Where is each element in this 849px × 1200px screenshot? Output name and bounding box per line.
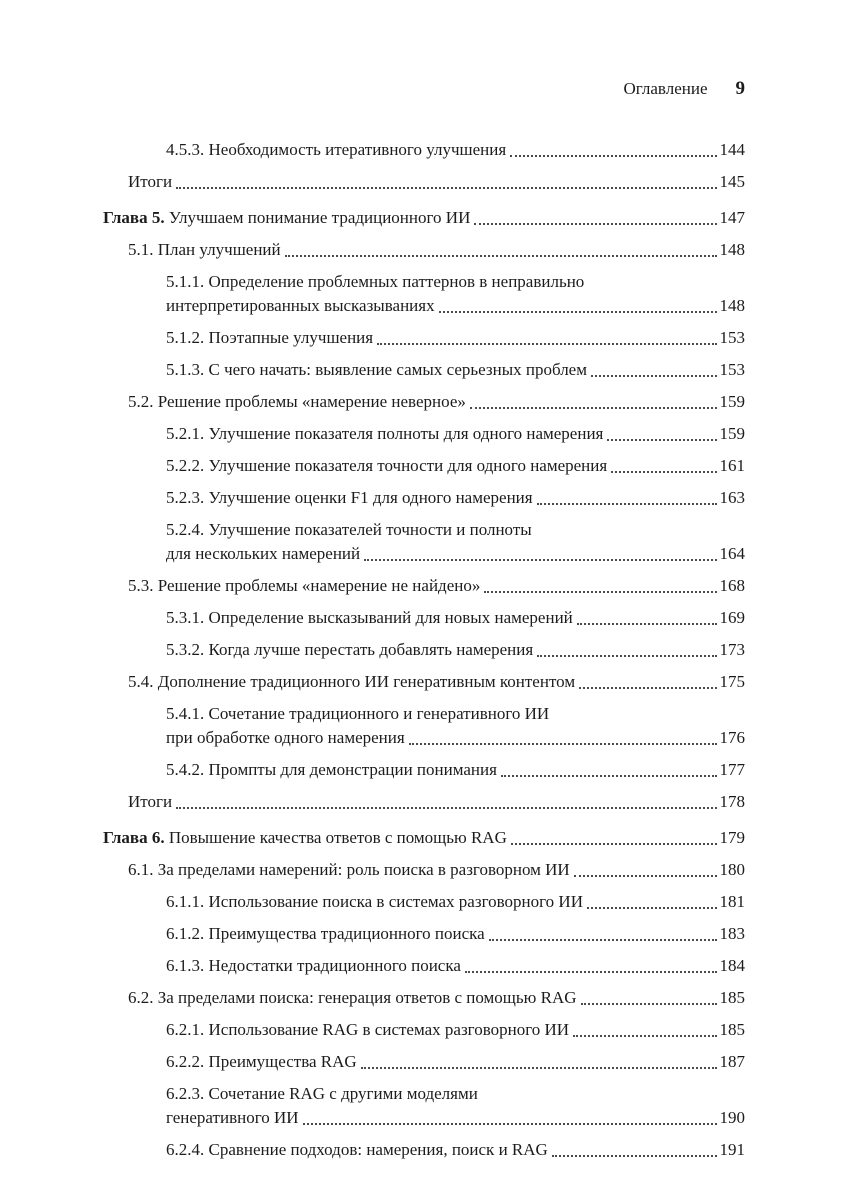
toc-entry-wrap-line: [166, 518, 745, 542]
toc-entry-title: 6.1. За пределами намерений: роль поиска в разговорном ИИ: [128, 860, 570, 879]
toc-entry-line: [166, 1018, 745, 1042]
toc-entry-line: [166, 638, 745, 662]
dot-leader: [484, 591, 716, 593]
toc-entries: [103, 138, 745, 1162]
toc-entry-title: 5.1.1. Определение проблемных паттернов в неправильно: [166, 272, 585, 291]
toc-entry: [103, 826, 745, 850]
toc-entry-title: при обработке одного намерения: [166, 728, 405, 747]
toc-entry-title: 6.2.3. Сочетание RAG с другими моделями: [166, 1084, 478, 1103]
dot-leader: [377, 343, 716, 345]
dot-leader: [552, 1155, 717, 1157]
toc-entry-title: 6.2.4. Сравнение подходов: намерения, поиск и RAG: [166, 1140, 548, 1159]
toc-page-number: 145: [719, 172, 745, 191]
toc-entry-line: [166, 1106, 745, 1130]
toc-entry-line: [166, 422, 745, 446]
toc-entry-title: Итоги: [128, 792, 173, 811]
toc-entry: [128, 858, 745, 882]
dot-leader: [537, 503, 717, 505]
toc-entry-title: 5.3.1. Определение высказываний для новых намерений: [166, 608, 573, 627]
toc-entry-line: [128, 574, 745, 598]
toc-entry-title: для нескольких намерений: [166, 544, 361, 563]
toc-page-number: 185: [719, 1020, 745, 1039]
toc-entry: [128, 986, 745, 1010]
toc-page-number: 169: [719, 608, 745, 627]
toc-entry: [166, 1082, 745, 1130]
toc-entry-line: [128, 170, 745, 194]
toc-entry: [166, 358, 745, 382]
toc-page-number: 184: [719, 956, 745, 975]
toc-entry: [166, 486, 745, 510]
toc-entry-line: [128, 986, 745, 1010]
dot-leader: [465, 971, 717, 973]
toc-page-number: 159: [719, 424, 745, 443]
toc-entry: [166, 138, 745, 162]
toc-page-number: 153: [719, 360, 745, 379]
dot-leader: [579, 687, 716, 689]
toc-page-number: 164: [719, 544, 745, 563]
toc-entry: [166, 702, 745, 750]
toc-page-number: 179: [719, 828, 745, 847]
toc-entry: [166, 270, 745, 318]
toc-page-number: 177: [719, 760, 745, 779]
toc-entry-title: 5.4.1. Сочетание традиционного и генеративного ИИ: [166, 704, 550, 723]
toc-entry: [166, 1018, 745, 1042]
dot-leader: [474, 223, 716, 225]
dot-leader: [591, 375, 717, 377]
dot-leader: [285, 255, 717, 257]
toc-entry-title: 5.1.3. С чего начать: выявление самых серьезных проблем: [166, 360, 587, 379]
toc-entry-line: [128, 238, 745, 262]
toc-entry-line: [128, 790, 745, 814]
toc-entry: [166, 606, 745, 630]
toc-entry-line: [166, 294, 745, 318]
toc-page-number: 168: [719, 576, 745, 595]
dot-leader: [511, 843, 717, 845]
toc-page-number: 148: [719, 296, 745, 315]
toc-entry: [166, 518, 745, 566]
toc-page-number: 180: [719, 860, 745, 879]
toc-page-number: 175: [719, 672, 745, 691]
toc-entry-wrap-line: [166, 270, 745, 294]
dot-leader: [409, 743, 717, 745]
toc-page-number: 159: [719, 392, 745, 411]
toc-entry-title: 5.3.2. Когда лучше перестать добавлять намерения: [166, 640, 534, 659]
dot-leader: [176, 187, 716, 189]
toc-entry-line: [166, 1138, 745, 1162]
toc-entry: [166, 1138, 745, 1162]
toc-entry-title: 5.1.2. Поэтапные улучшения: [166, 328, 374, 347]
toc-page-number: 144: [719, 140, 745, 159]
toc-entry-line: [166, 954, 745, 978]
toc-entry-title: 6.1.1. Использование поиска в системах разговорного ИИ: [166, 892, 583, 911]
running-head-title: Оглавление: [623, 79, 708, 98]
dot-leader: [470, 407, 717, 409]
toc-entry-line: [166, 542, 745, 566]
toc-page-number: 173: [719, 640, 745, 659]
toc-entry-title: Глава 6. Повышение качества ответов с помощью RAG: [103, 828, 507, 847]
toc-entry-title: 6.2. За пределами поиска: генерация ответов с помощью RAG: [128, 988, 577, 1007]
dot-leader: [587, 907, 717, 909]
toc-entry: [128, 390, 745, 414]
toc-entry-line: [128, 390, 745, 414]
dot-leader: [611, 471, 716, 473]
toc-entry-title: 5.2. Решение проблемы «намерение неверное»: [128, 392, 466, 411]
toc-page-number: 153: [719, 328, 745, 347]
toc-page-number: 176: [719, 728, 745, 747]
toc-entry-title: 6.2.2. Преимущества RAG: [166, 1052, 357, 1071]
toc-entry: [128, 170, 745, 194]
toc-entry-line: [103, 206, 745, 230]
toc-entry-title: 5.2.3. Улучшение оценки F1 для одного намерения: [166, 488, 533, 507]
toc-entry-title: Глава 5. Улучшаем понимание традиционного ИИ: [103, 208, 471, 227]
toc-entry-line: [166, 606, 745, 630]
toc-entry-title: интерпретированных высказываниях: [166, 296, 435, 315]
toc-chapter-prefix: Глава 6.: [103, 828, 169, 847]
toc-entry-title: 5.1. План улучшений: [128, 240, 281, 259]
toc-page-number: 183: [719, 924, 745, 943]
toc-entry-title: 5.2.2. Улучшение показателя точности для одного намерения: [166, 456, 608, 475]
toc-entry-title: 5.4.2. Промпты для демонстрации понимания: [166, 760, 497, 779]
dot-leader: [577, 623, 717, 625]
toc-entry-title: 5.4. Дополнение традиционного ИИ генеративным контентом: [128, 672, 576, 691]
toc-page-number: 147: [719, 208, 745, 227]
dot-leader: [537, 655, 716, 657]
toc-entry-wrap-line: [166, 702, 745, 726]
toc-entry: [128, 670, 745, 694]
toc-entry-line: [166, 486, 745, 510]
toc-entry-title: 5.2.1. Улучшение показателя полноты для одного намерения: [166, 424, 604, 443]
dot-leader: [489, 939, 717, 941]
toc-entry-title: Итоги: [128, 172, 173, 191]
toc-entry-line: [103, 826, 745, 850]
toc-page-number: 185: [719, 988, 745, 1007]
toc-entry: [128, 238, 745, 262]
toc-entry-line: [166, 726, 745, 750]
toc-entry: [166, 422, 745, 446]
dot-leader: [573, 1035, 716, 1037]
dot-leader: [501, 775, 717, 777]
toc-entry-wrap-line: [166, 1082, 745, 1106]
toc-entry-title: 6.1.3. Недостатки традиционного поиска: [166, 956, 461, 975]
toc-entry-title: 5.2.4. Улучшение показателей точности и полноты: [166, 520, 532, 539]
toc-page-number: 181: [719, 892, 745, 911]
toc-entry: [166, 454, 745, 478]
toc-entry-title: 6.2.1. Использование RAG в системах разговорного ИИ: [166, 1020, 570, 1039]
toc-entry-line: [166, 326, 745, 350]
dot-leader: [581, 1003, 717, 1005]
toc-page-number: 178: [719, 792, 745, 811]
dot-leader: [361, 1067, 717, 1069]
toc-entry: [128, 790, 745, 814]
toc-entry-title: 5.3. Решение проблемы «намерение не найдено»: [128, 576, 481, 595]
toc-chapter-prefix: Глава 5.: [103, 208, 169, 227]
toc-entry: [166, 638, 745, 662]
toc-page-number: 190: [719, 1108, 745, 1127]
dot-leader: [176, 807, 716, 809]
toc-entry-line: [166, 922, 745, 946]
toc-entry: [166, 1050, 745, 1074]
toc-entry: [166, 890, 745, 914]
toc-entry-line: [128, 858, 745, 882]
toc-entry-line: [166, 138, 745, 162]
toc-entry: [166, 326, 745, 350]
toc-page-number: 163: [719, 488, 745, 507]
toc-page-number: 187: [719, 1052, 745, 1071]
toc-entry: [166, 922, 745, 946]
dot-leader: [439, 311, 717, 313]
toc-entry: [166, 954, 745, 978]
toc-page-number: 148: [719, 240, 745, 259]
toc-entry-title: 6.1.2. Преимущества традиционного поиска: [166, 924, 485, 943]
toc-entry-line: [166, 1050, 745, 1074]
dot-leader: [574, 875, 717, 877]
page-header: [103, 78, 745, 100]
toc-entry: [166, 758, 745, 782]
toc-entry-title: генеративного ИИ: [166, 1108, 299, 1127]
dot-leader: [607, 439, 716, 441]
toc-entry-title: 4.5.3. Необходимость итеративного улучшения: [166, 140, 507, 159]
toc-entry-line: [128, 670, 745, 694]
running-head-page-number: 9: [735, 78, 745, 99]
dot-leader: [303, 1123, 717, 1125]
toc-entry-line: [166, 358, 745, 382]
dot-leader: [364, 559, 716, 561]
toc-page-number: 191: [719, 1140, 745, 1159]
toc-entry: [103, 206, 745, 230]
toc-entry-line: [166, 454, 745, 478]
toc-entry-line: [166, 890, 745, 914]
toc-page-number: 161: [719, 456, 745, 475]
toc-entry-line: [166, 758, 745, 782]
dot-leader: [510, 155, 716, 157]
toc-entry: [128, 574, 745, 598]
